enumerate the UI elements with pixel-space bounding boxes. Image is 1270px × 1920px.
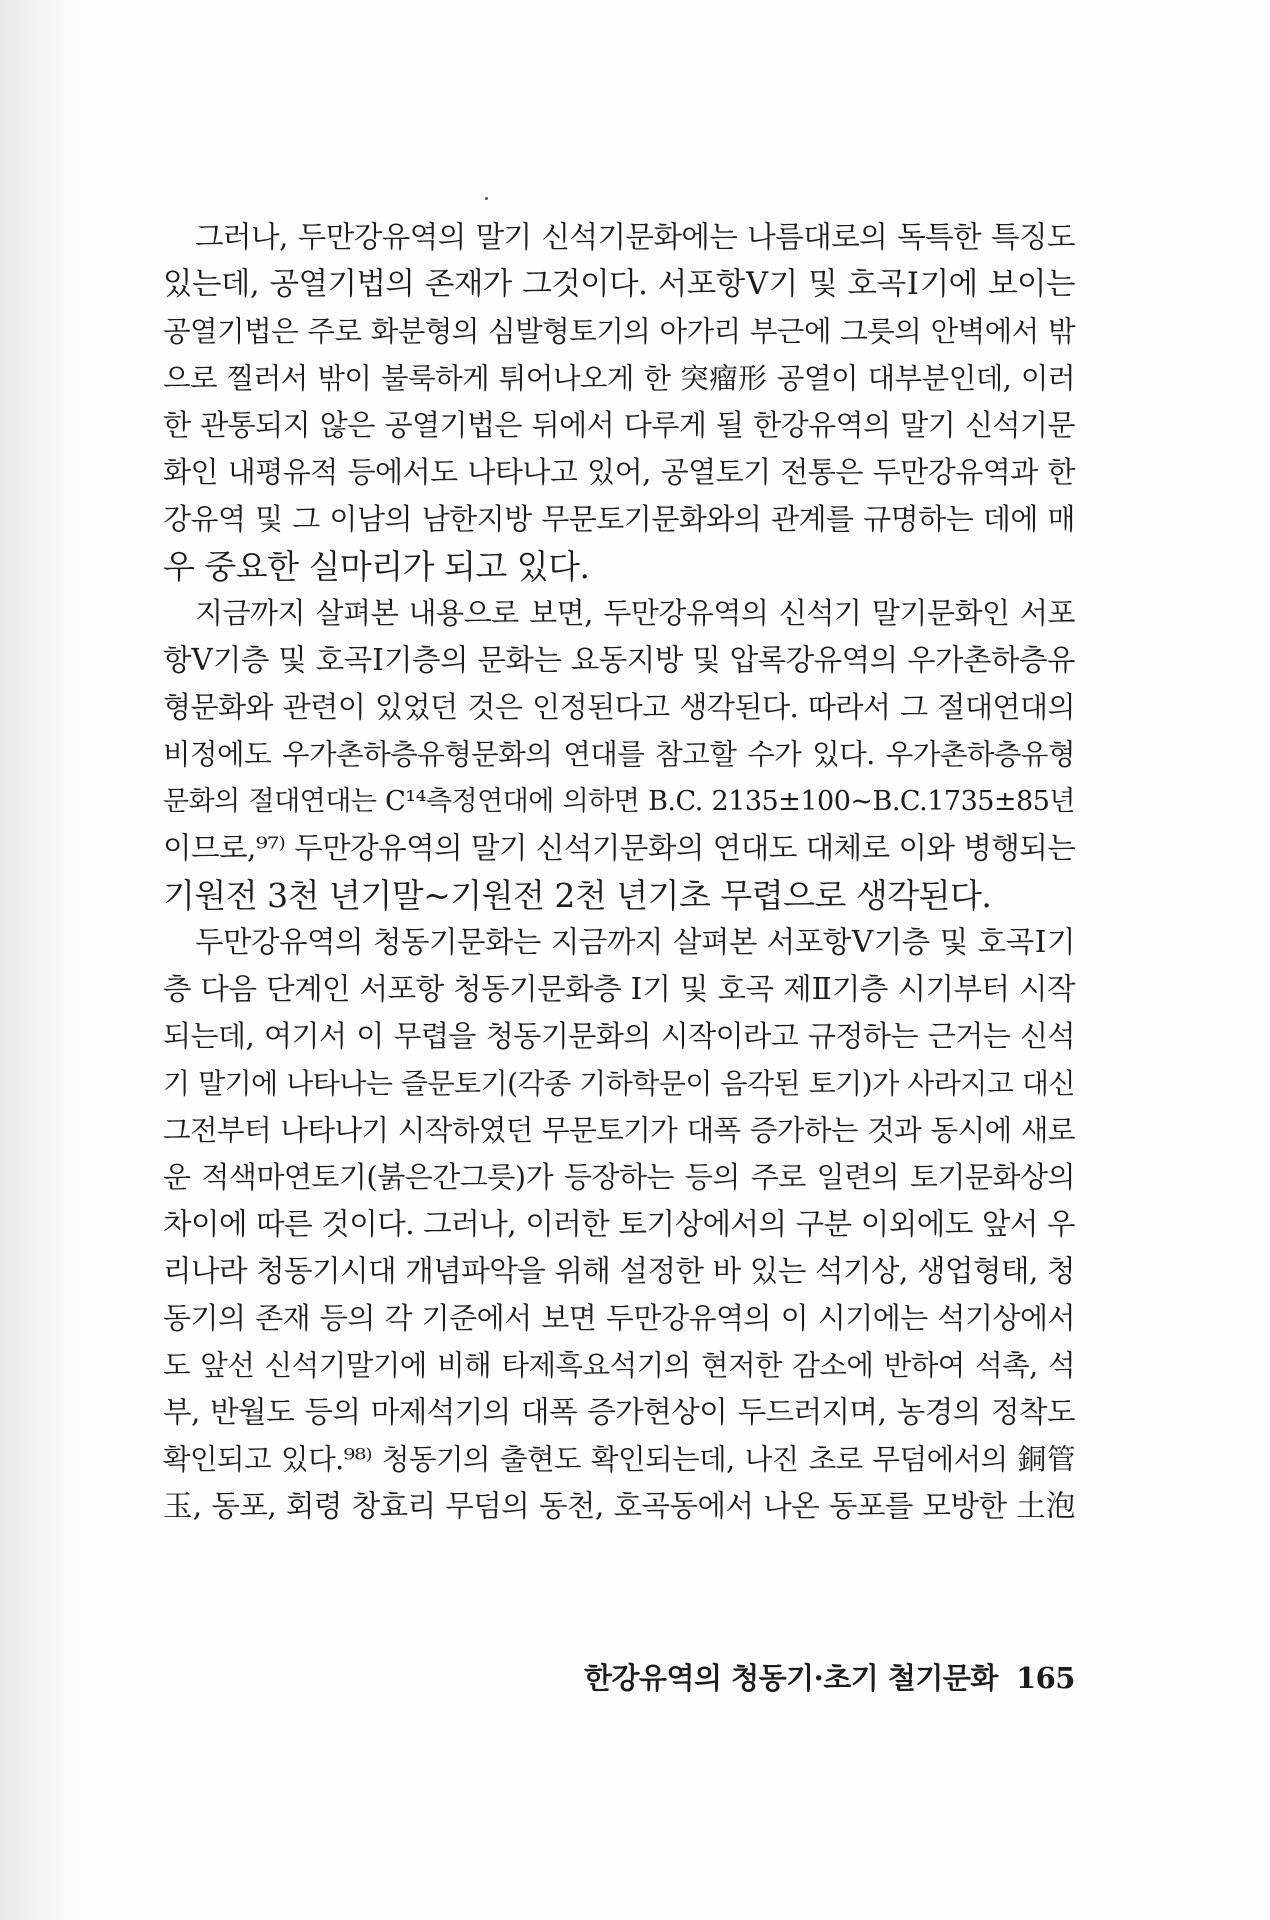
text-line: 기원전 3천 년기말~기원전 2천 년기초 무렵으로 생각된다. [163, 876, 992, 915]
text-line: 강유역 및 그 이남의 남한지방 무문토기문화와의 관계를 규명하는 데에 매 [163, 502, 1075, 536]
paragraph-3 [163, 919, 1075, 1530]
text-line: 동기의 존재 등의 각 기준에서 보면 두만강유역의 이 시기에는 석기상에서 [163, 1301, 1075, 1335]
page-footer [565, 1656, 1075, 1697]
text-line: 비정에도 우가촌하층유형문화의 연대를 참고할 수가 있다. 우가촌하층유형 [163, 738, 1075, 771]
text-line: 되는데, 여기서 이 무렵을 청동기문화의 시작이라고 규정하는 근거는 신석 [163, 1019, 1075, 1053]
text-line: 화인 내평유적 등에서도 나타나고 있어, 공열토기 전통은 두만강유역과 한 [163, 455, 1075, 489]
text-line: 문화의 절대연대는 C¹⁴측정연대에 의하면 B.C. 2135±100~B.C.1735±85년 [163, 786, 1075, 817]
text-line: 이므로,⁹⁷⁾ 두만강유역의 말기 신석기문화의 연대도 대체로 이와 병행되는 [163, 831, 1076, 865]
body-text [163, 214, 1075, 1530]
text-line: 그전부터 나타나기 시작하였던 무문토기가 대폭 증가하는 것과 동시에 새로 [163, 1114, 1075, 1147]
text-line: 있는데, 공열기법의 존재가 그것이다. 서포항Ⅴ기 및 호곡Ⅰ기에 보이는 [163, 267, 1075, 302]
text-line: 지금까지 살펴본 내용으로 보면, 두만강유역의 신석기 말기문화인 서포 [195, 596, 1075, 630]
paragraph-1 [163, 214, 1075, 590]
text-line: 부, 반월도 등의 마제석기의 대폭 증가현상이 두드러지며, 농경의 정착도 [163, 1395, 1075, 1429]
paragraph-2 [163, 590, 1075, 919]
text-line: 기 말기에 나타나는 즐문토기(각종 기하학문이 음각된 토기)가 사라지고 대신 [163, 1067, 1075, 1100]
text-line: 형문화와 관련이 있었던 것은 인정된다고 생각된다. 따라서 그 절대연대의 [163, 690, 1075, 724]
text-line: 도 앞선 신석기말기에 비해 타제흑요석기의 현저한 감소에 반하여 석촉, 석 [163, 1349, 1075, 1382]
text-line: 항Ⅴ기층 및 호곡Ⅰ기층의 문화는 요동지방 및 압록강유역의 우가촌하층유 [163, 643, 1075, 677]
text-line: 공열기법은 주로 화분형의 심발형토기의 아가리 부근에 그릇의 안벽에서 밖 [163, 315, 1075, 348]
text-line: 두만강유역의 청동기문화는 지금까지 살펴본 서포항Ⅴ기층 및 호곡Ⅰ기 [195, 925, 1075, 959]
text-line: 玉, 동포, 회령 창효리 무덤의 동천, 호곡동에서 나온 동포를 모방한 土泡 [163, 1489, 1075, 1523]
page-number: 165 [1015, 1661, 1075, 1695]
text-line: 운 적색마연토기(붉은간그릇)가 등장하는 등의 주로 일련의 토기문화상의 [163, 1160, 1075, 1194]
text-line: 차이에 따른 것이다. 그러나, 이러한 토기상에서의 구분 이외에도 앞서 우 [163, 1207, 1075, 1241]
text-line: 그러나, 두만강유역의 말기 신석기문화에는 나름대로의 독특한 특징도 [195, 220, 1075, 254]
text-line: 리나라 청동기시대 개념파악을 위해 설정한 바 있는 석기상, 생업형태, 청 [163, 1254, 1075, 1288]
text-line: 으로 찔러서 밖이 불룩하게 튀어나오게 한 突瘤形 공열이 대부분인데, 이러 [163, 362, 1075, 395]
text-line: 확인되고 있다.⁹⁸⁾ 청동기의 출현도 확인되는데, 나진 초로 무덤에서의 銅管 [163, 1443, 1075, 1476]
text-line: 한 관통되지 않은 공열기법은 뒤에서 다루게 될 한강유역의 말기 신석기문 [163, 408, 1075, 442]
scan-speck [485, 197, 488, 200]
running-title: 한강유역의 청동기·초기 철기문화 [583, 1661, 998, 1695]
text-line: 층 다음 단계인 서포항 청동기문화층 Ⅰ기 및 호곡 제Ⅱ기층 시기부터 시작 [163, 972, 1075, 1006]
text-line: 우 중요한 실마리가 되고 있다. [163, 547, 590, 586]
